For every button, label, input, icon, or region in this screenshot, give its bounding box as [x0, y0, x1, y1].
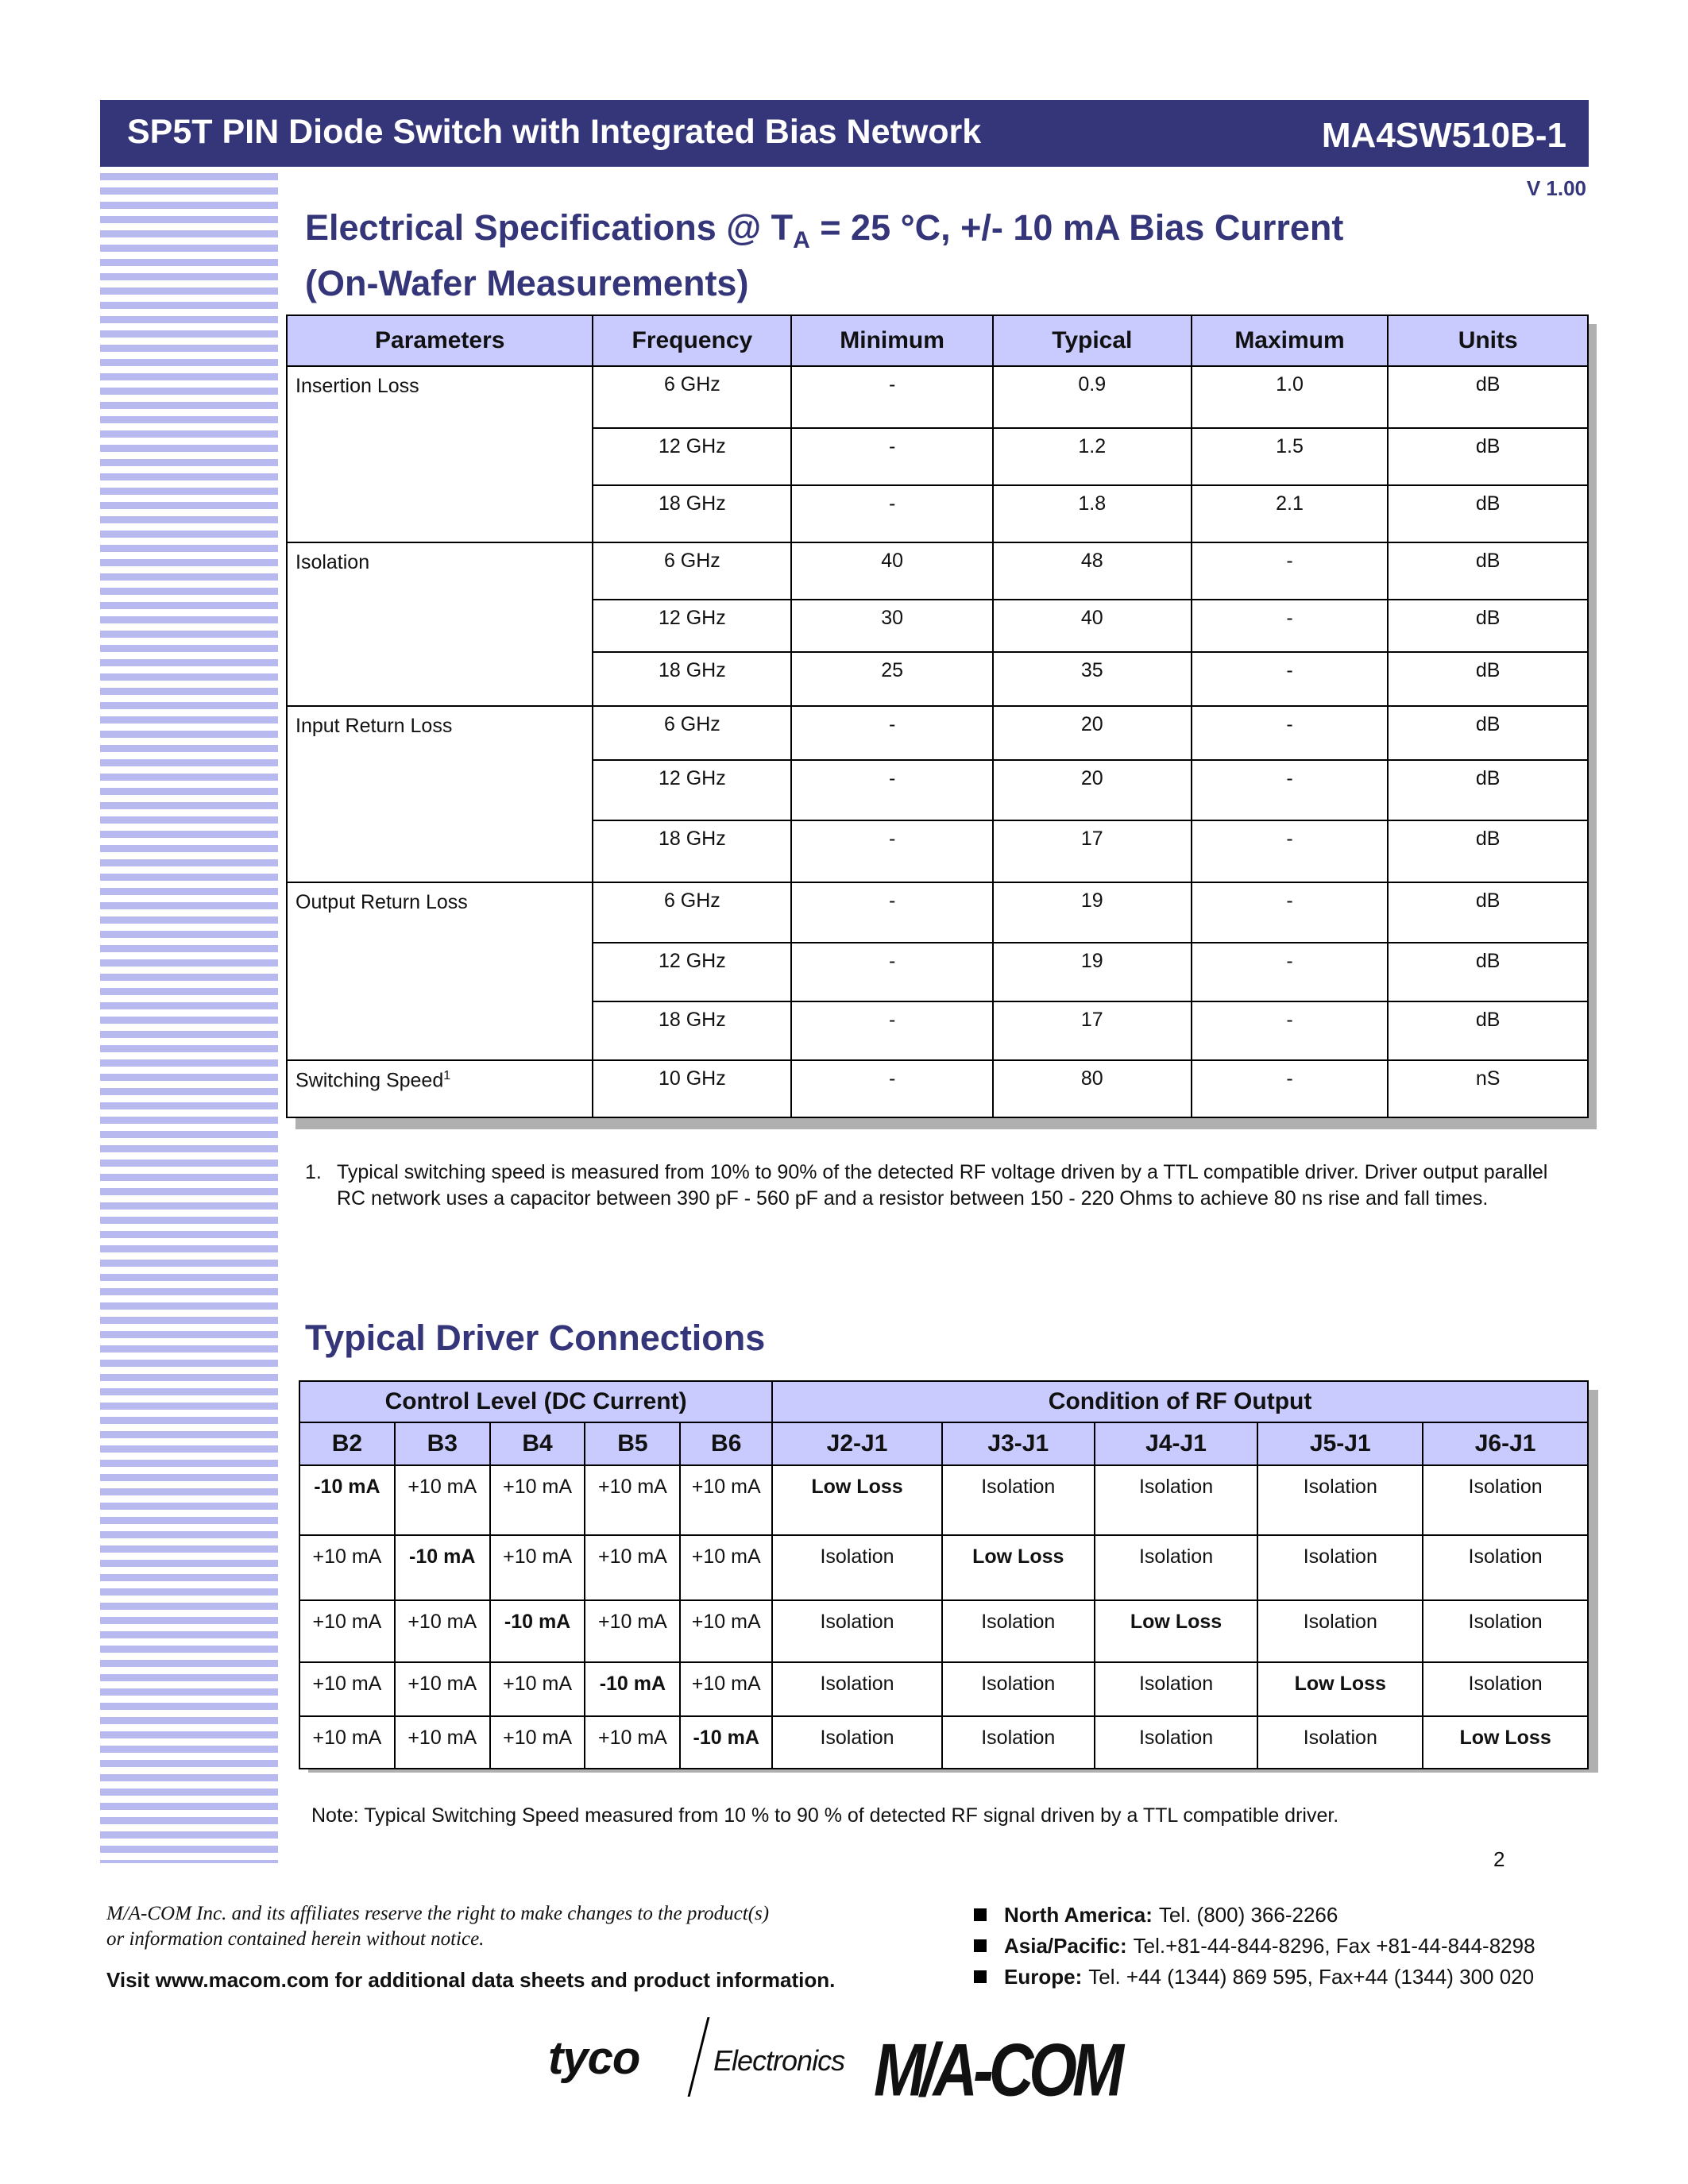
- control-col-header: B6: [680, 1422, 772, 1465]
- disclaimer: M/A-COM Inc. and its affiliates reserve the right to make changes to the product(s) or information contained herein without notice.: [106, 1903, 770, 1950]
- macom-logo: M/A-COM: [874, 2028, 1119, 2112]
- rf-col-header: J4-J1: [1095, 1422, 1258, 1465]
- min-cell: -: [791, 485, 993, 542]
- max-cell: 1.5: [1192, 428, 1389, 485]
- rf-condition-cell: Isolation: [1257, 1535, 1423, 1600]
- footnote-number: 1.: [305, 1161, 322, 1183]
- control-level-cell: -10 mA: [395, 1535, 490, 1600]
- control-level-cell: -10 mA: [299, 1465, 395, 1535]
- min-cell: -: [791, 428, 993, 485]
- spec-row: [287, 542, 1588, 600]
- frequency-cell: 6 GHz: [593, 542, 791, 600]
- spec-col-header: Typical: [993, 315, 1192, 366]
- part-number: MA4SW510B-1: [1321, 116, 1566, 155]
- rf-condition-cell: Isolation: [942, 1465, 1095, 1535]
- spec-col-header: Minimum: [791, 315, 993, 366]
- max-cell: -: [1192, 652, 1389, 706]
- spec-col-header: Units: [1388, 315, 1588, 366]
- rf-col-header: J5-J1: [1257, 1422, 1423, 1465]
- spec-row: [287, 1060, 1588, 1117]
- min-cell: -: [791, 760, 993, 820]
- rf-condition-cell: Isolation: [1095, 1662, 1258, 1716]
- rf-condition-cell: Isolation: [1257, 1716, 1423, 1769]
- control-level-cell: +10 mA: [395, 1716, 490, 1769]
- frequency-cell: 12 GHz: [593, 943, 791, 1001]
- max-cell: 1.0: [1192, 366, 1389, 428]
- control-level-cell: +10 mA: [585, 1600, 680, 1662]
- rf-condition-cell: Isolation: [772, 1535, 942, 1600]
- typ-cell: 35: [993, 652, 1192, 706]
- logos: [548, 2009, 1168, 2112]
- min-cell: -: [791, 943, 993, 1001]
- control-level-cell: +10 mA: [299, 1600, 395, 1662]
- rf-condition-cell: Isolation: [1095, 1535, 1258, 1600]
- rf-condition-cell: Low Loss: [1257, 1662, 1423, 1716]
- spec-section-title: Electrical Specifications @ $T_A = 25$ °C, +/- 10 mA Bias Current (On-Wafer Measurements): [305, 207, 1344, 303]
- max-cell: -: [1192, 1001, 1389, 1060]
- driver-row: [299, 1465, 1588, 1535]
- typ-cell: 17: [993, 1001, 1192, 1060]
- control-level-cell: -10 mA: [680, 1716, 772, 1769]
- units-cell: dB: [1388, 1001, 1588, 1060]
- rf-condition-cell: Isolation: [942, 1662, 1095, 1716]
- control-level-cell: -10 mA: [585, 1662, 680, 1716]
- typ-cell: 48: [993, 542, 1192, 600]
- units-cell: dB: [1388, 600, 1588, 652]
- rf-condition-cell: Isolation: [942, 1716, 1095, 1769]
- control-level-header: Control Level (DC Current): [299, 1381, 772, 1422]
- units-cell: dB: [1388, 428, 1588, 485]
- min-cell: -: [791, 366, 993, 428]
- typ-cell: 40: [993, 600, 1192, 652]
- frequency-cell: 6 GHz: [593, 882, 791, 943]
- control-level-cell: +10 mA: [585, 1535, 680, 1600]
- rf-condition-cell: Isolation: [772, 1716, 942, 1769]
- typ-cell: 1.2: [993, 428, 1192, 485]
- rf-condition-cell: Isolation: [1423, 1535, 1588, 1600]
- units-cell: dB: [1388, 820, 1588, 882]
- rf-condition-cell: Isolation: [1095, 1716, 1258, 1769]
- driver-row: [299, 1716, 1588, 1769]
- frequency-cell: 18 GHz: [593, 652, 791, 706]
- control-level-cell: -10 mA: [490, 1600, 585, 1662]
- rf-condition-cell: Low Loss: [772, 1465, 942, 1535]
- contact-info: Tel.+81-44-844-8296, Fax +81-44-844-8298: [1133, 1934, 1535, 1958]
- max-cell: -: [1192, 760, 1389, 820]
- driver-row: [299, 1662, 1588, 1716]
- rf-col-header: J2-J1: [772, 1422, 942, 1465]
- contact-region: Europe:: [1004, 1965, 1083, 1989]
- units-cell: dB: [1388, 882, 1588, 943]
- control-col-header: B5: [585, 1422, 680, 1465]
- header-bar: [100, 100, 1589, 167]
- rf-condition-cell: Isolation: [1095, 1465, 1258, 1535]
- control-level-cell: +10 mA: [299, 1662, 395, 1716]
- units-cell: dB: [1388, 652, 1588, 706]
- rf-condition-cell: Isolation: [1257, 1600, 1423, 1662]
- electronics-logo: Electronics: [713, 2044, 845, 2077]
- frequency-cell: 18 GHz: [593, 820, 791, 882]
- units-cell: dB: [1388, 706, 1588, 760]
- rf-condition-cell: Low Loss: [1095, 1600, 1258, 1662]
- driver-table-wrapper: [299, 1380, 1589, 1769]
- rf-condition-cell: Low Loss: [1423, 1716, 1588, 1769]
- frequency-cell: 18 GHz: [593, 485, 791, 542]
- square-bullet-icon: [974, 1970, 987, 1983]
- units-cell: dB: [1388, 366, 1588, 428]
- contact-list: [974, 1900, 1535, 1993]
- version-label: V 1.00: [1526, 176, 1586, 200]
- frequency-cell: 6 GHz: [593, 366, 791, 428]
- rf-col-header: J3-J1: [942, 1422, 1095, 1465]
- frequency-cell: 10 GHz: [593, 1060, 791, 1117]
- footnote-ref: 1: [443, 1069, 451, 1082]
- decorative-stripes: [100, 173, 278, 1863]
- rf-condition-cell: Isolation: [1257, 1465, 1423, 1535]
- logo-divider: [688, 2017, 710, 2097]
- contact-row: [974, 1931, 1535, 1962]
- control-level-cell: +10 mA: [585, 1716, 680, 1769]
- min-cell: 30: [791, 600, 993, 652]
- parameter-name: Input Return Loss: [287, 706, 593, 882]
- min-cell: 25: [791, 652, 993, 706]
- control-level-cell: +10 mA: [395, 1465, 490, 1535]
- spec-table: [286, 314, 1589, 1118]
- rf-col-header: J6-J1: [1423, 1422, 1588, 1465]
- rf-condition-cell: Low Loss: [942, 1535, 1095, 1600]
- page-number: 2: [1493, 1847, 1505, 1871]
- control-level-cell: +10 mA: [680, 1600, 772, 1662]
- control-level-cell: +10 mA: [490, 1716, 585, 1769]
- max-cell: -: [1192, 600, 1389, 652]
- square-bullet-icon: [974, 1939, 987, 1952]
- spec-row: [287, 366, 1588, 428]
- units-cell: dB: [1388, 943, 1588, 1001]
- tyco-logo: tyco: [548, 2032, 640, 2084]
- typ-cell: 17: [993, 820, 1192, 882]
- typ-cell: 0.9: [993, 366, 1192, 428]
- units-cell: dB: [1388, 760, 1588, 820]
- spec-col-header: Maximum: [1192, 315, 1389, 366]
- contact-info: Tel. +44 (1344) 869 595, Fax+44 (1344) 300 020: [1088, 1965, 1535, 1989]
- control-col-header: B3: [395, 1422, 490, 1465]
- rf-condition-cell: Isolation: [942, 1600, 1095, 1662]
- max-cell: -: [1192, 882, 1389, 943]
- rf-condition-cell: Isolation: [1423, 1662, 1588, 1716]
- contact-row: [974, 1962, 1535, 1993]
- max-cell: -: [1192, 1060, 1389, 1117]
- max-cell: 2.1: [1192, 485, 1389, 542]
- typ-cell: 80: [993, 1060, 1192, 1117]
- switching-note: Note: Typical Switching Speed measured from 10 % to 90 % of detected RF signal driven by a TTL compatible driver.: [311, 1804, 1339, 1827]
- driver-table: [299, 1380, 1589, 1769]
- control-col-header: B4: [490, 1422, 585, 1465]
- control-level-cell: +10 mA: [299, 1535, 395, 1600]
- spec-col-header: Parameters: [287, 315, 593, 366]
- document-title: SP5T PIN Diode Switch with Integrated Bias Network: [127, 113, 982, 151]
- typ-cell: 20: [993, 706, 1192, 760]
- rf-condition-cell: Isolation: [772, 1662, 942, 1716]
- control-level-cell: +10 mA: [680, 1465, 772, 1535]
- min-cell: -: [791, 1060, 993, 1117]
- frequency-cell: 18 GHz: [593, 1001, 791, 1060]
- square-bullet-icon: [974, 1908, 987, 1921]
- units-cell: nS: [1388, 1060, 1588, 1117]
- control-level-cell: +10 mA: [395, 1600, 490, 1662]
- control-level-cell: +10 mA: [585, 1465, 680, 1535]
- min-cell: 40: [791, 542, 993, 600]
- frequency-cell: 6 GHz: [593, 706, 791, 760]
- rf-condition-cell: Isolation: [1423, 1600, 1588, 1662]
- control-level-cell: +10 mA: [395, 1662, 490, 1716]
- min-cell: -: [791, 882, 993, 943]
- frequency-cell: 12 GHz: [593, 760, 791, 820]
- driver-section-title: Typical Driver Connections: [305, 1318, 766, 1358]
- control-level-cell: +10 mA: [490, 1662, 585, 1716]
- spec-table-wrapper: [286, 314, 1589, 1118]
- footnote-text: Typical switching speed is measured from 10% to 90% of the detected RF voltage driven by a TTL compatible driver. Driver output parallel RC network uses a capacitor between 390 pF - 560 pF and a resistor between 150 - 220 Ohms to achieve 80 ns rise and fall times.: [337, 1161, 1548, 1210]
- parameter-name: Isolation: [287, 542, 593, 706]
- driver-row: [299, 1600, 1588, 1662]
- max-cell: -: [1192, 820, 1389, 882]
- max-cell: -: [1192, 943, 1389, 1001]
- control-level-cell: +10 mA: [299, 1716, 395, 1769]
- control-level-cell: +10 mA: [680, 1662, 772, 1716]
- parameter-name: Insertion Loss: [287, 366, 593, 542]
- min-cell: -: [791, 820, 993, 882]
- visit-website-text: Visit www.macom.com for additional data sheets and product information.: [106, 1968, 836, 1992]
- min-cell: -: [791, 706, 993, 760]
- control-level-cell: +10 mA: [680, 1535, 772, 1600]
- spec-row: [287, 882, 1588, 943]
- typ-cell: 19: [993, 882, 1192, 943]
- control-level-cell: +10 mA: [490, 1535, 585, 1600]
- typ-cell: 19: [993, 943, 1192, 1001]
- max-cell: -: [1192, 706, 1389, 760]
- frequency-cell: 12 GHz: [593, 600, 791, 652]
- rf-condition-cell: Isolation: [1423, 1465, 1588, 1535]
- rf-condition-cell: Isolation: [772, 1600, 942, 1662]
- parameter-name: Output Return Loss: [287, 882, 593, 1060]
- units-cell: dB: [1388, 485, 1588, 542]
- control-level-cell: +10 mA: [490, 1465, 585, 1535]
- min-cell: -: [791, 1001, 993, 1060]
- contact-info: Tel. (800) 366-2266: [1158, 1903, 1338, 1927]
- typ-cell: 1.8: [993, 485, 1192, 542]
- typ-cell: 20: [993, 760, 1192, 820]
- driver-row: [299, 1535, 1588, 1600]
- contact-row: [974, 1900, 1535, 1931]
- spec-row: [287, 706, 1588, 760]
- contact-region: North America:: [1004, 1903, 1153, 1927]
- contact-region: Asia/Pacific:: [1004, 1934, 1127, 1958]
- units-cell: dB: [1388, 542, 1588, 600]
- frequency-cell: 12 GHz: [593, 428, 791, 485]
- rf-output-header: Condition of RF Output: [772, 1381, 1588, 1422]
- control-col-header: B2: [299, 1422, 395, 1465]
- parameter-name: Switching Speed$^1$: [287, 1060, 593, 1117]
- max-cell: -: [1192, 542, 1389, 600]
- spec-col-header: Frequency: [593, 315, 791, 366]
